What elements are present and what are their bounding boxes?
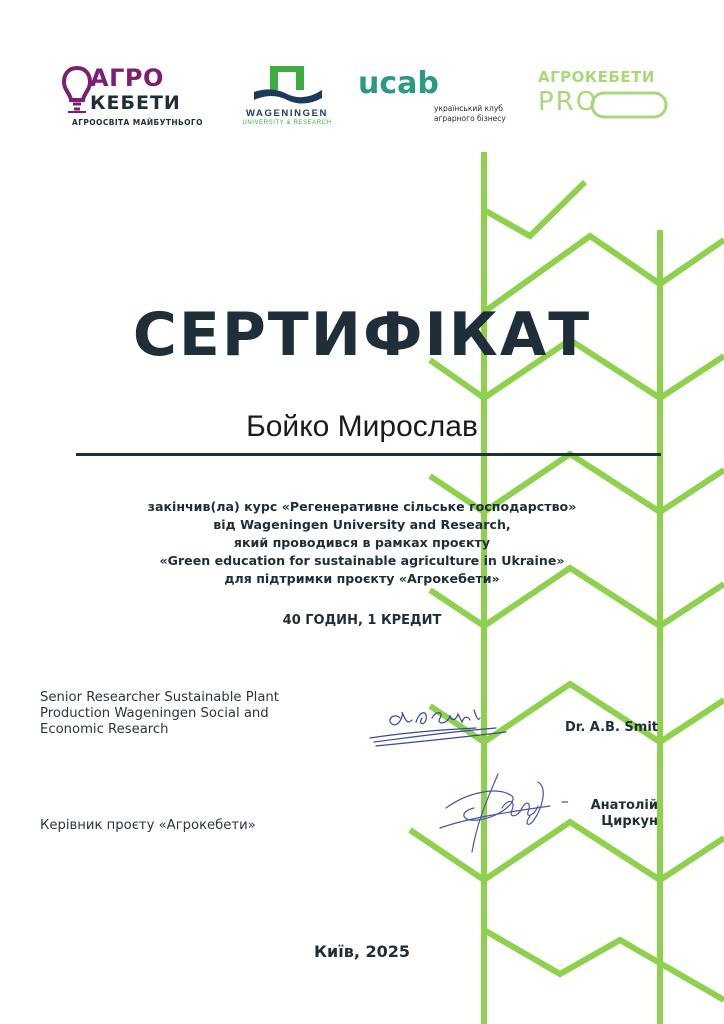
course-description-line: для підтримки проєкту «Агрокебети» <box>224 571 500 586</box>
wageningen-logo <box>232 64 342 130</box>
signatory-name-line: Анатолій <box>590 798 658 813</box>
wheat-chevron-7 <box>484 930 724 1000</box>
ucab-wordmark: ucab <box>358 66 439 101</box>
course-description-line: від Wageningen University and Research, <box>213 517 511 532</box>
signatory-role: Керівник проєту «Агрокебети» <box>40 818 256 833</box>
signatory-role-line: Senior Researcher Sustainable Plant <box>40 690 279 705</box>
signatory-name: Dr. A.B. Smit <box>564 720 658 735</box>
course-description-line: який проводився в рамках проєкту <box>233 535 491 550</box>
agrokebety-pro-logo <box>532 66 672 122</box>
wageningen-emblem-icon <box>232 64 342 108</box>
agrokebety-pro-top: АГРОКЕБЕТИ <box>538 68 655 86</box>
course-description-line: «Green education for sustainable agriculture in Ukraine» <box>159 553 565 568</box>
pro-ring-shape <box>590 90 670 120</box>
signatory-name-line: Циркун <box>601 814 658 829</box>
certificate-title: СЕРТИФІКАТ <box>132 300 592 370</box>
course-description-line: закінчив(ла) курс «Регенеративне сільське господарство» <box>147 499 577 514</box>
agrokebety-logo <box>60 62 210 132</box>
course-hours: 40 ГОДИН, 1 КРЕДИТ <box>282 613 442 628</box>
wageningen-name: WAGENINGEN <box>246 108 328 119</box>
ucab-caption-line2: аграрного бізнесу <box>434 114 506 123</box>
signatory-role <box>40 690 340 738</box>
recipient-name: Бойко Мирослав <box>246 410 478 443</box>
signatory-role-line: Production Wageningen Social and <box>40 706 269 721</box>
wageningen-subtitle: UNIVERSITY & RESEARCH <box>242 120 332 126</box>
wheat-chevron-top-1 <box>484 182 585 236</box>
wheat-chevron-1 <box>660 240 724 284</box>
signatory-role-line: Economic Research <box>40 722 169 737</box>
agrokebety-pro-word: PRO <box>538 87 599 117</box>
place-and-date: Київ, 2025 <box>313 942 411 961</box>
lightbulb-icon <box>62 66 92 118</box>
agrokebety-line1: АГРО <box>90 64 164 92</box>
recipient-underline <box>76 453 661 456</box>
agrokebety-tagline: АГРООСВІТА МАЙБУТНЬОГО <box>72 118 203 127</box>
ucab-caption-line1: український клуб <box>434 104 503 113</box>
course-description <box>60 498 664 588</box>
ucab-logo <box>356 68 516 126</box>
signature-smit <box>366 698 516 754</box>
agrokebety-line2: КЕБЕТИ <box>90 92 181 114</box>
signatory-name <box>540 798 658 830</box>
